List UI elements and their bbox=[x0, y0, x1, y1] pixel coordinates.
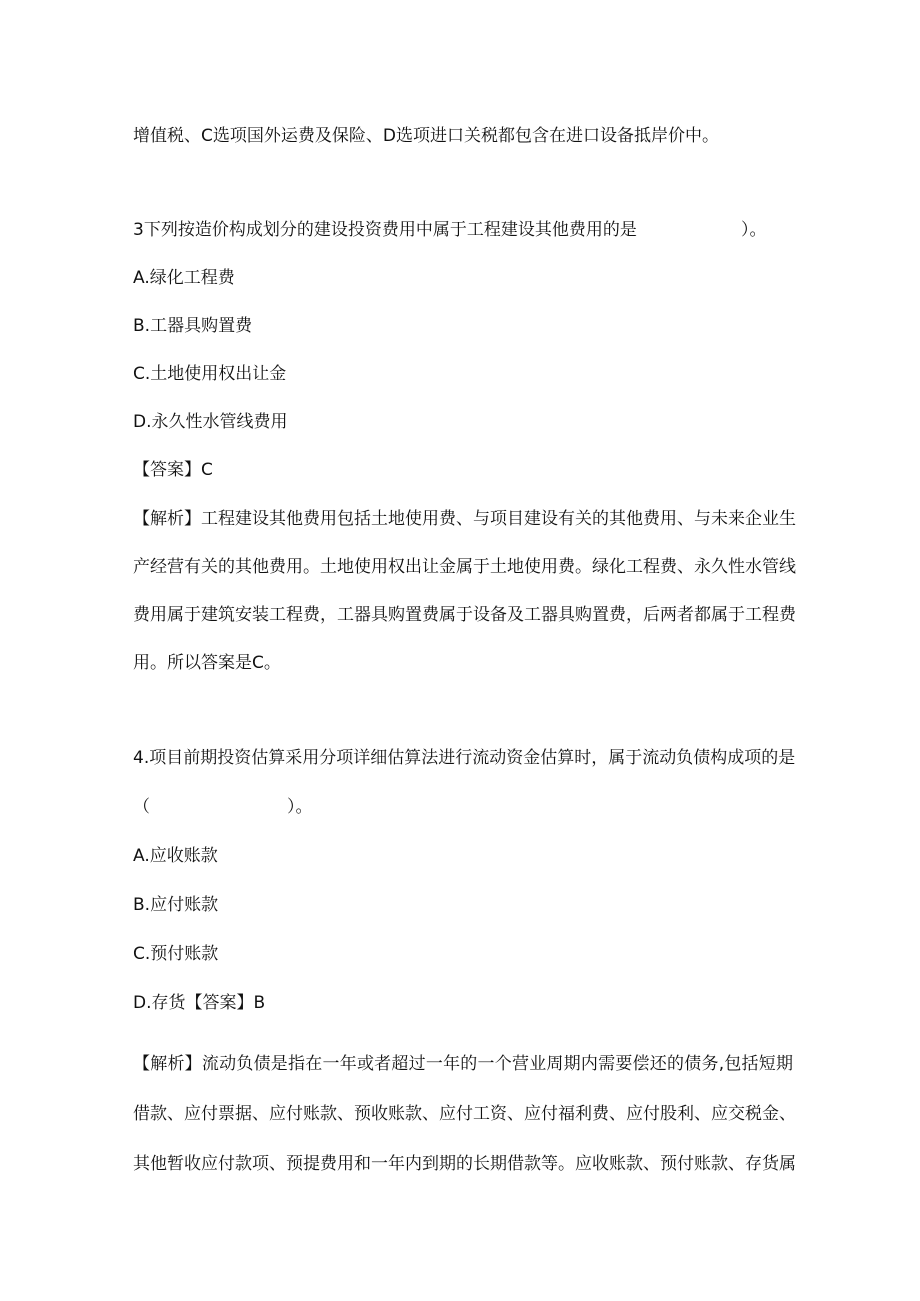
question-3-stem: 3下列按造价构成划分的建设投资费用中属于工程建设其他费用的是 bbox=[133, 220, 637, 240]
q4-paren-open: （ bbox=[133, 797, 150, 817]
q3-answer: 【答案】C bbox=[133, 460, 213, 480]
q3-option-b: B.工器具购置费 bbox=[133, 316, 253, 336]
q4-analysis-line-2: 借款、应付票据、应付账款、预收账款、应付工资、应付福利费、应付股利、应交税金、 bbox=[133, 1104, 796, 1124]
question-3-stem-end: ）。 bbox=[741, 220, 767, 240]
q4-option-c: C.预付账款 bbox=[133, 944, 219, 964]
q3-option-d: D.永久性水管线费用 bbox=[133, 412, 288, 432]
q3-analysis-line-4: 用。所以答案是C。 bbox=[133, 653, 281, 673]
q3-analysis-line-3: 费用属于建筑安装工程费，工器具购置费属于设备及工器具购置费，后两者都属于工程费 bbox=[133, 605, 796, 625]
question-4-stem: 4.项目前期投资估算采用分项详细估算法进行流动资金估算时，属于流动负债构成项的是 bbox=[133, 748, 796, 768]
q4-paren-close: ）。 bbox=[287, 797, 313, 817]
q3-analysis-line-2: 产经营有关的其他费用。土地使用权出让金属于土地使用费。绿化工程费、永久性水管线 bbox=[133, 557, 796, 577]
q4-analysis-line-3: 其他暂收应付款项、预提费用和一年内到期的长期借款等。应收账款、预付账款、存货属 bbox=[133, 1154, 796, 1174]
q4-option-d-answer: D.存货【答案】B bbox=[133, 993, 266, 1013]
q4-analysis-line-1: 【解析】流动负债是指在一年或者超过一年的一个营业周期内需要偿还的债务,包括短期 bbox=[133, 1054, 793, 1074]
q3-analysis-line-1: 【解析】工程建设其他费用包括土地使用费、与项目建设有关的其他费用、与未来企业生 bbox=[133, 509, 796, 529]
intro-text: 增值税、C选项国外运费及保险、D选项进口关税都包含在进口设备抵岸价中。 bbox=[133, 126, 719, 146]
q4-option-a: A.应收账款 bbox=[133, 846, 218, 866]
q3-option-a: A.绿化工程费 bbox=[133, 268, 235, 288]
q3-option-c: C.土地使用权出让金 bbox=[133, 364, 287, 384]
q4-option-b: B.应付账款 bbox=[133, 895, 219, 915]
